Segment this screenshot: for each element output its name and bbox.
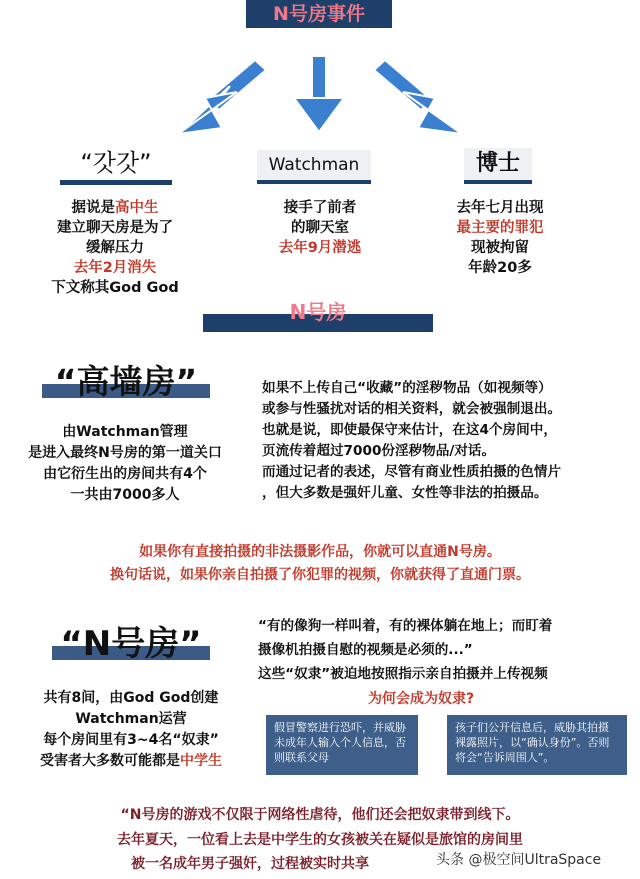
text-line (420, 198, 580, 218)
text-segment: 下文称其God God (51, 280, 179, 296)
gaoqiang-left-text (0, 422, 250, 506)
text-segment: 一共由7000多人 (70, 487, 180, 503)
text-segment: 或参与性骚扰对话的相关资料，就会被强制退出。 (262, 401, 562, 417)
bottom-line-1: “N号房的游戏不仅限于网络性虐待，他们还会把奴隶带到线下。 (120, 807, 520, 823)
arrow-right-icon (374, 60, 462, 134)
text-line (420, 258, 580, 278)
red-note-2: 换句话说，如果你亲自拍摄了你犯罪的视频，你就获得了直通门票。 (110, 567, 530, 583)
nhao-left-text (0, 688, 262, 772)
text-line (0, 751, 262, 772)
top-title: N号房事件 (246, 0, 392, 28)
highlight-text: 去年9月潜逃 (278, 240, 362, 256)
highlight-text: 中学生 (180, 753, 222, 769)
text-segment: ，但大多数是强奸儿童、女性等非法的拍摄品。 (262, 485, 548, 501)
section-title: N号房 (289, 300, 347, 324)
text-line (262, 378, 640, 399)
text-segment: 受害者大多数可能都是 (40, 753, 180, 769)
branch-text-gatgat (20, 198, 210, 298)
text-segment: 由它衍生出的房间共有4个 (43, 466, 207, 482)
text-segment: 的聊天室 (291, 220, 349, 236)
text-segment: 现被拘留 (471, 240, 529, 256)
red-note-1: 如果你有直接拍摄的非法摄影作品，你就可以直通N号房。 (139, 544, 501, 560)
text-line (262, 420, 640, 441)
text-line (0, 464, 250, 485)
text-line (20, 258, 210, 278)
highlight-text: 去年2月消失 (73, 260, 157, 276)
text-line (235, 238, 405, 258)
text-line (20, 238, 210, 258)
gaoqiang-heading: “高墙房” (54, 362, 198, 401)
text-segment: 建立聊天房是为了 (57, 220, 173, 236)
text-segment: 由Watchman管理 (62, 424, 188, 440)
nhao-quote (258, 614, 640, 686)
text-line (262, 462, 640, 483)
text-segment: 年龄20多 (468, 260, 532, 276)
quote-line: 摄像机拍摄自慰的视频是必须的...” (258, 642, 473, 658)
arrow-center-icon (294, 56, 344, 132)
branch-label-gatgat: “갓갓” (60, 146, 172, 185)
text-segment: 也就是说，即使最保守来估计，在这4个房间中， (262, 422, 557, 438)
text-line (0, 709, 262, 730)
text-line (420, 238, 580, 258)
text-segment: 而通过记者的表述，尽管有商业性质拍摄的色情片 (262, 464, 562, 480)
text-line (235, 198, 405, 218)
text-line (20, 278, 210, 298)
branch-label-doctor: 博士 (464, 148, 532, 184)
nhao-heading: “N号房” (60, 624, 202, 664)
text-line (235, 218, 405, 238)
text-line (0, 422, 250, 443)
text-line (0, 688, 262, 709)
bottom-line-3: 被一名成年男子强奸，过程被实时共享 (131, 856, 369, 872)
text-line (0, 485, 250, 506)
nhao-why: 为何会成为奴隶? (368, 691, 475, 707)
text-segment: 是进入最终N号房的第一道关口 (28, 445, 222, 461)
text-segment: 接手了前者 (283, 200, 357, 216)
branch-label-watchman: Watchman (257, 150, 371, 184)
text-segment: Watchman运营 (75, 711, 187, 727)
arrow-left-icon (178, 60, 266, 134)
highlight-text: 最主要的罪犯 (456, 220, 544, 236)
victim-box-1: 假冒警察进行恐吓，并威胁未成年人输入个人信息，否则联系父母 (266, 715, 418, 775)
bottom-line-2: 去年夏天，一位看上去是中学生的女孩被关在疑似是旅馆的房间里 (117, 832, 523, 848)
branch-text-watchman (235, 198, 405, 258)
highlight-text: 高中生 (115, 200, 159, 216)
victim-box-2: 孩子们公开信息后，威胁其拍摄裸露照片，以“确认身份”。否则将会“告诉周围人”。 (447, 715, 627, 775)
text-segment: 页流传着超过7000份淫秽物品/对话。 (262, 443, 496, 459)
text-segment: 缓解压力 (86, 240, 144, 256)
gaoqiang-right-text (262, 378, 640, 504)
text-line (20, 198, 210, 218)
text-line (20, 218, 210, 238)
text-line (262, 399, 640, 420)
branch-text-doctor (420, 198, 580, 278)
text-line (0, 443, 250, 464)
text-segment: 共有8间，由God God创建 (43, 690, 219, 706)
text-line (0, 730, 262, 751)
watermark: 头条 @极空间UltraSpace (436, 849, 601, 869)
branch-arrows (0, 0, 640, 150)
text-line (420, 218, 580, 238)
quote-line: “有的像狗一样叫着，有的裸体躺在地上；而盯着 (258, 618, 553, 634)
text-line (262, 441, 640, 462)
text-segment: 去年七月出现 (456, 200, 544, 216)
text-segment: 据说是 (71, 200, 115, 216)
text-line (262, 483, 640, 504)
text-segment: 如果不上传自己“收藏”的淫秽物品（如视频等） (262, 380, 552, 396)
quote-line: 这些“奴隶”被迫地按照指示亲自拍摄并上传视频 (258, 666, 548, 682)
text-segment: 每个房间里有3~4名“奴隶” (43, 732, 219, 748)
